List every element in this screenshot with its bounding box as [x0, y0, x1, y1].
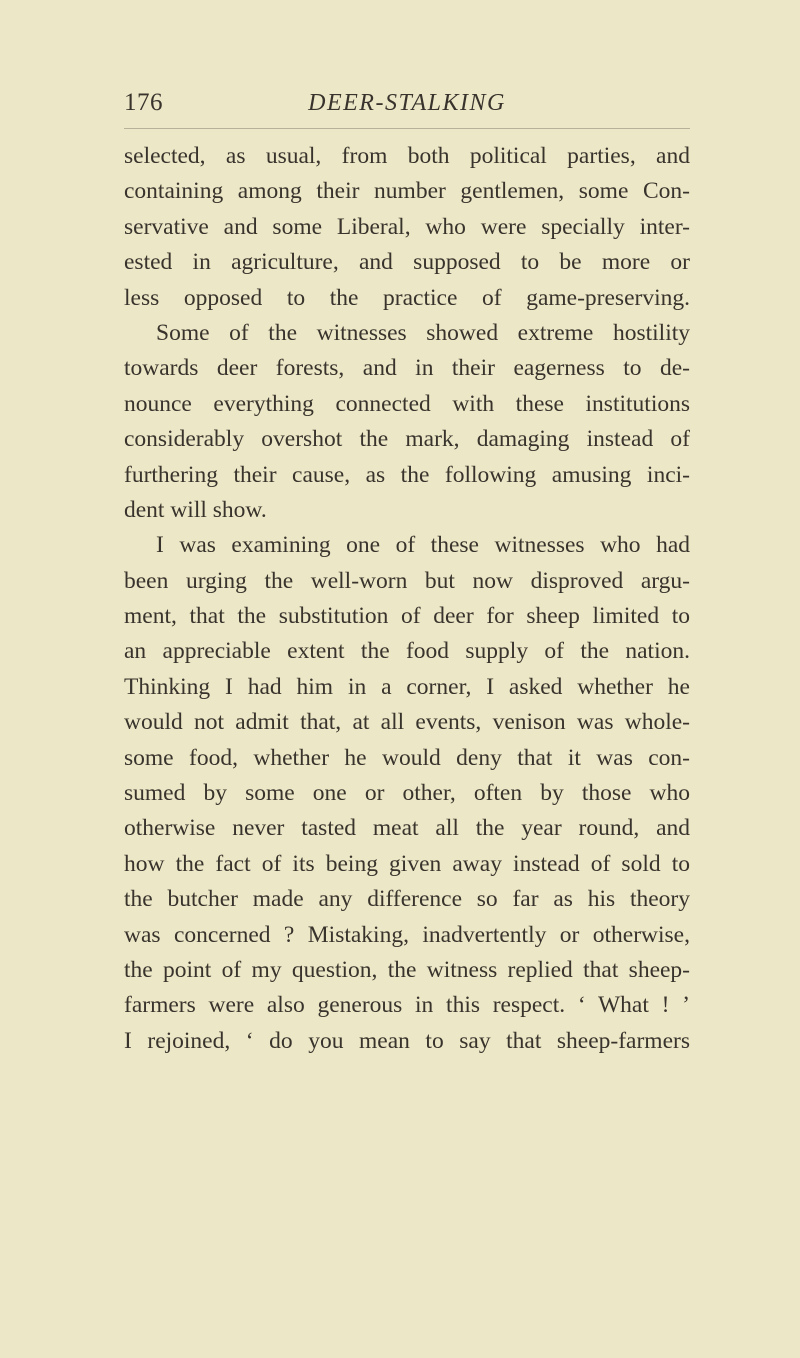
running-head	[124, 88, 690, 118]
text-line: furthering their cause, as the following amusing inci-	[124, 461, 690, 488]
text-line: ment, that the substitution of deer for sheep limited to	[124, 603, 690, 630]
text-line: would not admit that, at all events, venison was whole-	[124, 709, 690, 736]
text-line: I was examining one of these witnesses who had	[156, 532, 690, 559]
text-line: Thinking I had him in a corner, I asked whether he	[124, 673, 690, 700]
text-line: otherwise never tasted meat all the year round, and	[124, 815, 690, 842]
running-head-title: DEER-STALKING	[308, 90, 506, 116]
text-line: dent will show.	[124, 496, 267, 523]
text-line: ested in agriculture, and supposed to be more or	[124, 249, 690, 276]
text-line: I rejoined, ‘ do you mean to say that sheep-farmers	[124, 1027, 690, 1054]
text-line: the butcher made any difference so far as his theory	[124, 886, 690, 913]
text-line: towards deer forests, and in their eagerness to de-	[124, 355, 690, 382]
text-line: containing among their number gentlemen, some Con-	[124, 178, 690, 205]
text-line: the point of my question, the witness replied that sheep-	[124, 956, 690, 983]
body-text	[124, 139, 690, 1059]
text-line: some food, whether he would deny that it was con-	[124, 744, 690, 771]
text-line: Some of the witnesses showed extreme hostility	[156, 319, 690, 346]
text-line: servative and some Liberal, who were specially inter-	[124, 213, 690, 240]
text-line: sumed by some one or other, often by those who	[124, 780, 690, 807]
text-line: nounce everything connected with these institutions	[124, 390, 690, 417]
text-line: an appreciable extent the food supply of the nation.	[124, 638, 690, 665]
text-line: considerably overshot the mark, damaging instead of	[124, 426, 690, 453]
text-line: less opposed to the practice of game-preserving.	[124, 284, 690, 311]
text-line: how the fact of its being given away instead of sold to	[124, 850, 690, 877]
text-line: been urging the well-worn but now disproved argu-	[124, 567, 690, 594]
text-line: was concerned ? Mistaking, inadvertently or otherwise,	[124, 921, 690, 948]
text-line: farmers were also generous in this respect. ‘ What ! ’	[124, 992, 690, 1019]
page-number: 176	[124, 89, 163, 116]
text-line: selected, as usual, from both political parties, and	[124, 143, 690, 169]
header-rule	[124, 128, 690, 129]
